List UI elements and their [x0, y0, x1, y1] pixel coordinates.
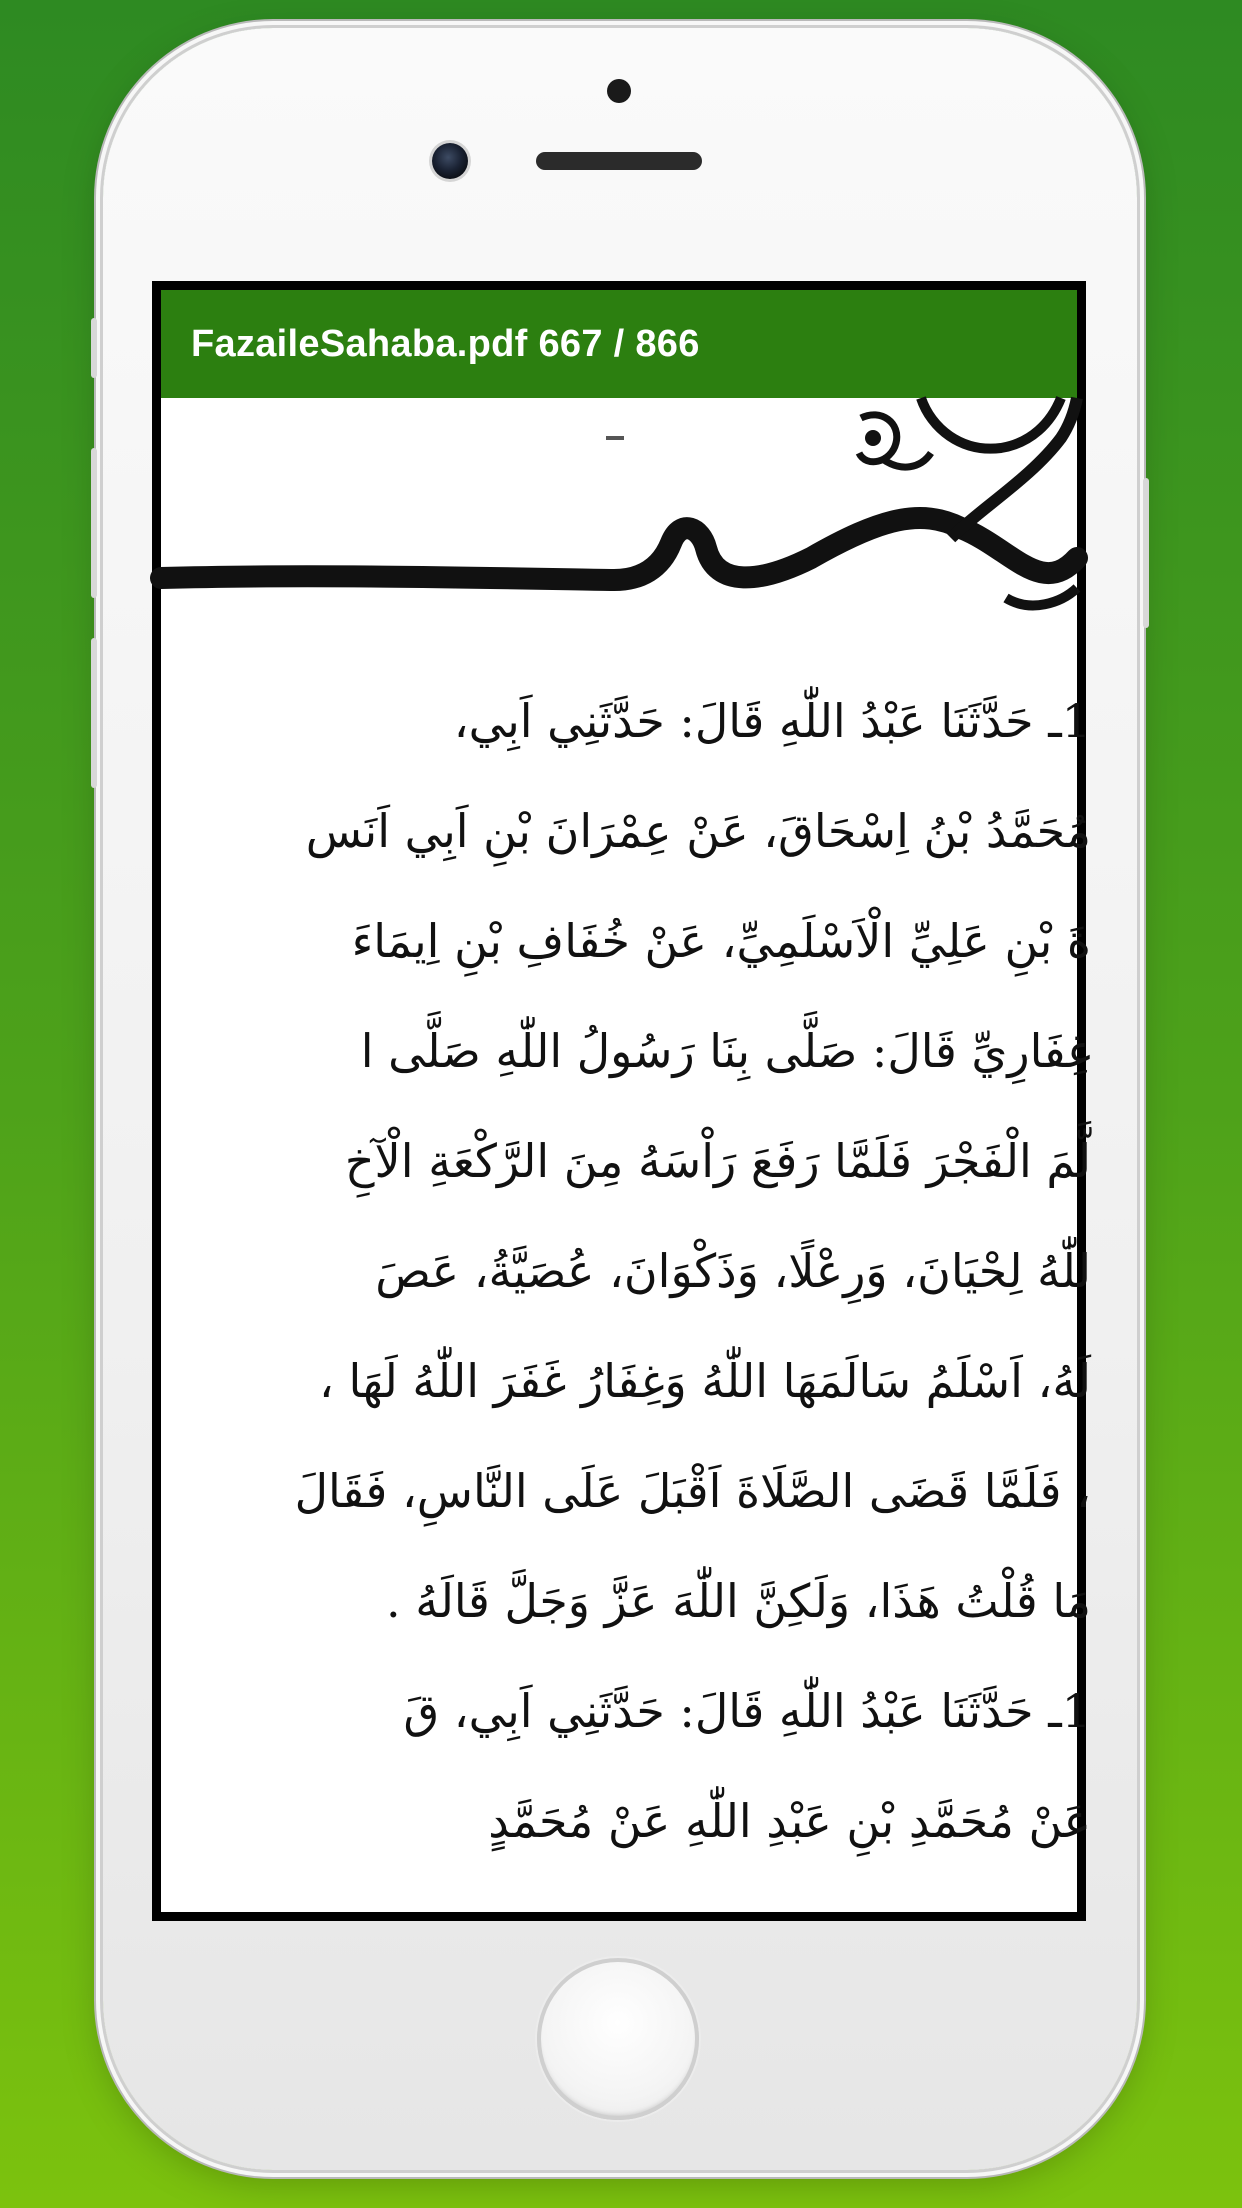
power-button — [1143, 478, 1149, 628]
mute-switch — [91, 318, 97, 378]
text-line: ةَ بْنِ عَلِيِّ الْاَسْلَمِيِّ، عَنْ خُفَافِ بْنِ اِيمَاءَ — [351, 914, 1091, 968]
text-line: 1ـ حَدَّثَنَا عَبْدُ اللّٰهِ قَالَ: حَدَّثَنِي اَبِي، — [453, 694, 1091, 748]
home-button[interactable] — [537, 1958, 699, 2120]
text-line: ، فَلَمَّا قَضَى الصَّلَاةَ اَقْبَلَ عَلَى النَّاسِ، فَقَالَ — [294, 1464, 1091, 1518]
front-camera — [432, 143, 468, 179]
volume-down-button — [91, 638, 97, 788]
text-line: مَا قُلْتُ هَذَا، وَلَكِنَّ اللّٰهَ عَزَّ وَجَلَّ قَالَهُ . — [385, 1574, 1091, 1628]
phone-screen — [152, 281, 1091, 1921]
text-line: 1ـ حَدَّثَنَا عَبْدُ اللّٰهِ قَالَ: حَدَّثَنِي اَبِي، قَ — [403, 1684, 1091, 1738]
volume-up-button — [91, 448, 97, 598]
text-line: للّٰهُ لِحْيَانَ، وَرِعْلًا، وَذَكْوَانَ، عُصَيَّةُ، عَصَ — [375, 1244, 1091, 1298]
earpiece-speaker — [536, 152, 702, 170]
proximity-sensor — [607, 79, 631, 103]
app-bar — [161, 290, 1077, 398]
page-ornament — [161, 398, 1077, 638]
arabic-text-block — [161, 694, 1091, 1912]
pdf-page-view[interactable] — [161, 398, 1091, 1912]
text-line: غِفَارِيِّ قَالَ: صَلَّى بِنَا رَسُولُ اللّٰهِ صَلَّى ا — [360, 1024, 1091, 1078]
text-line: مُحَمَّدُ بْنُ اِسْحَاقَ، عَنْ عِمْرَانَ بْنِ اَبِي اَنَس — [305, 804, 1091, 858]
text-line: لَّمَ الْفَجْرَ فَلَمَّا رَفَعَ رَاْسَهُ مِنَ الرَّكْعَةِ الْآخِ — [344, 1134, 1091, 1188]
document-title: FazaileSahaba.pdf 667 / 866 — [191, 322, 700, 365]
text-line: لَهُ، اَسْلَمُ سَالَمَهَا اللّٰهُ وَغِفَارُ غَفَرَ اللّٰهُ لَهَا ، — [319, 1354, 1091, 1408]
text-line: عَنْ مُحَمَّدِ بْنِ عَبْدِ اللّٰهِ عَنْ مُحَمَّدٍ — [488, 1794, 1091, 1848]
